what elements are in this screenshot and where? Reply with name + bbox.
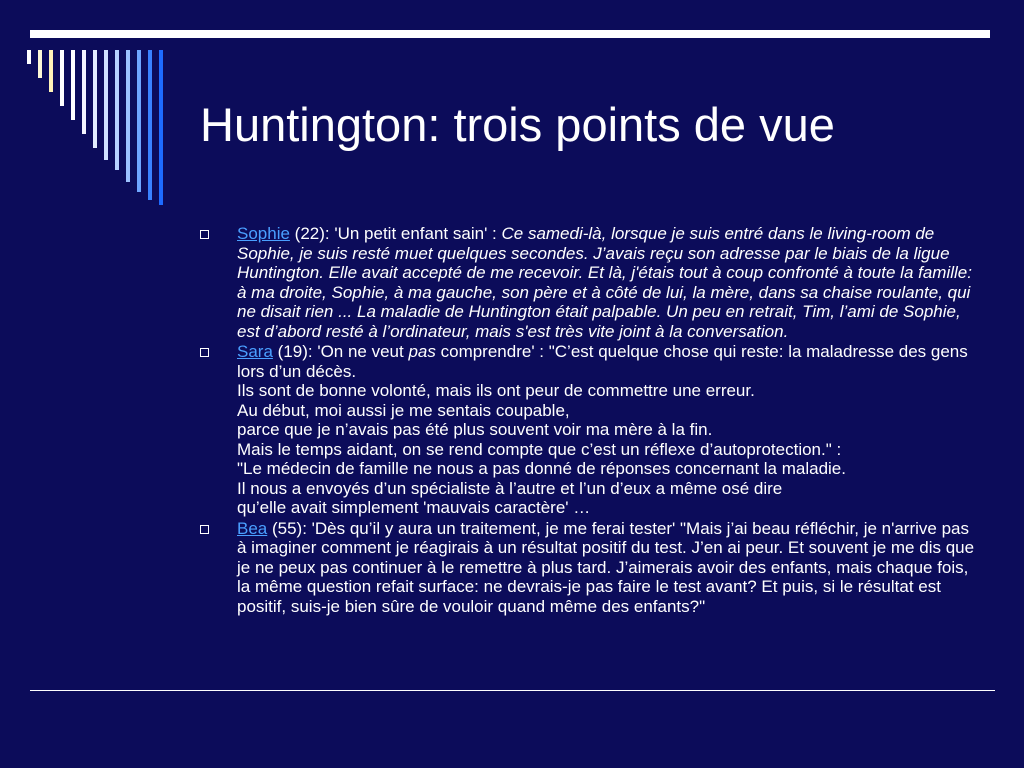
item-line: Mais le temps aidant, on se rend compte que c’est un réflexe d’autoprotection." :: [237, 439, 842, 459]
bottom-divider: [30, 690, 995, 691]
square-bullet-icon: [200, 525, 209, 534]
link-bea[interactable]: Bea: [237, 518, 268, 538]
stripe: [49, 50, 53, 92]
item-text: [237, 224, 980, 341]
item-body: (55): 'Dès qu’il y aura un traitement, je me ferai tester' "Mais j’ai beau réfléchir, je n'arrive pas à imaginer comment je réagirais à un résultat positif du test. J’en ai peur. Et souvent je me dis que je ne peux pas continuer à le remettre à plus tard. J’aimerais avoir des enfants, mais chaque fois, la même question refait surface: ne devrais-je pas faire le test avant? Et puis, si le résultat est positif, suis-je bien sûre de vouloir quand même des enfants?": [237, 518, 975, 616]
item-line: Il nous a envoyés d’un spécialiste à l’autre et l’un d’eux a même osé dire: [237, 478, 783, 498]
link-sophie[interactable]: Sophie: [237, 224, 290, 243]
stripe: [126, 50, 130, 182]
stripe: [93, 50, 97, 148]
stripe: [159, 50, 163, 205]
slide-title: Huntington: trois points de vue: [200, 98, 835, 151]
item-emphasis: pas: [408, 342, 436, 361]
item-quote: Ce samedi-là, lorsque je suis entré dans le living-room de Sophie, je suis resté muet quelques secondes. J’avais reçu son adresse par le biais de la ligue Huntington. Elle avait accepté de me recevoir. Et là, j'étais tout à coup confronté à toute la famille: à ma droite, Sophie, à ma gauche, son père et à côté de lui, la mère, dans sa chaise roulante, qui ne disait rien ... La maladie de Huntington était palpable. Un peu en retrait, Tim, l’ami de Sophie, est d’abord resté à l’ordinateur, mais s'est très vite joint à la conversation.: [237, 224, 972, 341]
item-intro: (19): 'On ne veut: [272, 342, 409, 361]
stripe: [82, 50, 86, 134]
stripe: [38, 50, 42, 78]
item-line: qu’elle avait simplement 'mauvais caractère' …: [237, 498, 591, 517]
stripe: [104, 50, 108, 160]
item-line: Ils sont de bonne volonté, mais ils ont peur de commettre une erreur.: [237, 381, 755, 400]
stripe: [148, 50, 152, 200]
item-rest: comprendre' : "C’est quelque chose qui reste: la maladresse des gens lors d’un décès.: [237, 342, 968, 381]
stripe: [60, 50, 64, 106]
item-line: "Le médecin de famille ne nous a pas donné de réponses concernant la maladie.: [237, 459, 846, 478]
stripe: [71, 50, 75, 120]
list-item-bea: [200, 519, 980, 617]
stripe: [27, 50, 31, 64]
list-item-sara: [200, 342, 980, 518]
stripe: [115, 50, 119, 170]
item-line: Au début, moi aussi je me sentais coupable,: [237, 400, 570, 420]
decorative-stripes: [0, 0, 180, 220]
slide-content: [200, 224, 980, 617]
square-bullet-icon: [200, 348, 209, 357]
list-item-sophie: [200, 224, 980, 341]
item-text: [237, 519, 980, 617]
item-line: parce que je n’avais pas été plus souvent voir ma mère à la fin.: [237, 420, 713, 439]
item-text: [237, 342, 980, 518]
square-bullet-icon: [200, 230, 209, 239]
link-sara[interactable]: Sara: [237, 342, 273, 361]
stripe: [137, 50, 141, 192]
item-intro: (22): 'Un petit enfant sain' :: [289, 224, 502, 243]
